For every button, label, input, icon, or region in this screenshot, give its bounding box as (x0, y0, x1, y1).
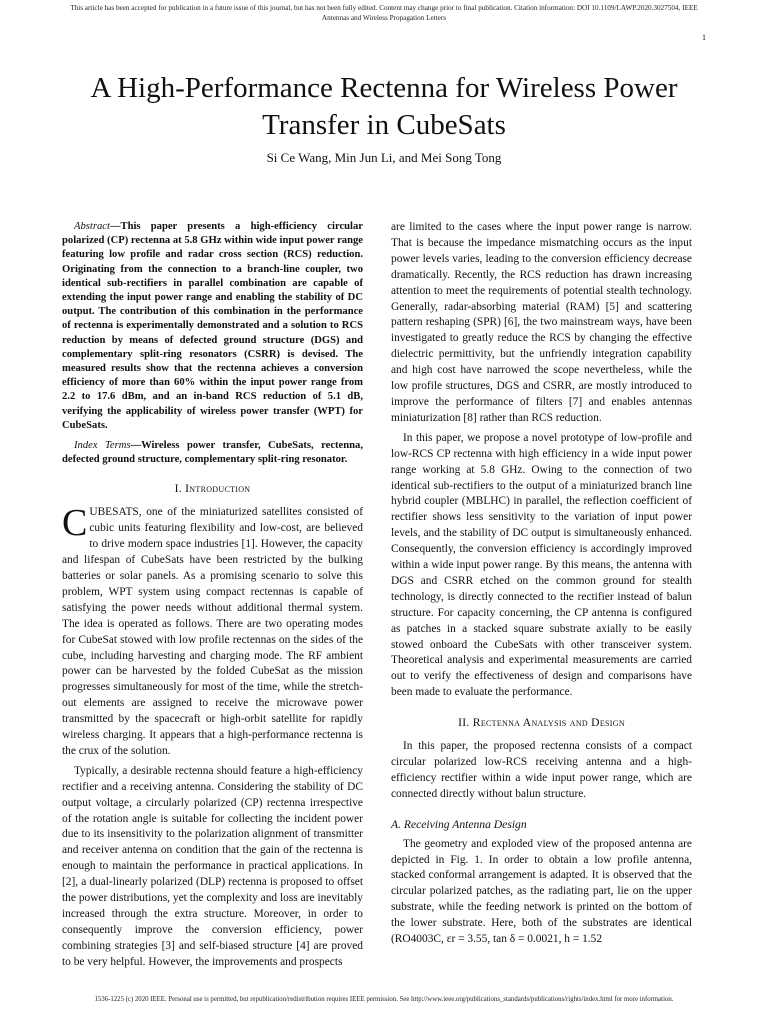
index-terms (62, 439, 363, 467)
intro-paragraph-1-text: , one of the miniaturized satellites consisted of cubic units featuring flexibility and low-cost, are believed to drive modern space industries [1]. However, the capacity and lifespan of CubeSats have been restricted by the bulking batteries or solar panels. As a promising scenario to solve this problem, WPT system using compact rectennas is capable of satisfying the power needs without additional thermal system. The idea is operated as follows. There are two operating modes for CubeSat stowed with low profile rectennas on the sides of the cube, including harvesting and charging mode. The RF ambient power can be harvested by the folded CubeSat as the mission progresses simultaneously for most of the time, while the stretch-out elements are assigned to receive the microwave power transmitted by the spacecraft or high-orbit satellite for rapidly wireless charging. It appears that a high-performance rectenna is the crux of the solution. (62, 506, 363, 757)
index-terms-text: —Wireless power transfer, CubeSats, rectenna, defected ground structure, complementary split-ring resonator. (62, 440, 363, 466)
subsection-heading-antenna: A. Receiving Antenna Design (391, 817, 527, 831)
drop-cap: C (62, 502, 88, 545)
intro-paragraph-2: Typically, a desirable rectenna should feature a high-efficiency rectifier and a receiving antenna. Considering the stability of DC output voltage, a circularly polarized (CP) rectenna irrespective of the rotation angle is suitable for collecting the incident power due to its insensitivity to the polarization alignment of transmitter and receiver antenna on condition that the gain of the rectenna is enough to maintain the performance in practical applications. In [2], a dual-linearly polarized (DLP) rectenna is proposed to offset the power distributions, yet the complexity and loss are inevitably increased through the extra structure. Moreover, in order to consequently improve the conversion efficiency, power combining strategies [3] and self-biased structure [4] are proved to be very helpful. However, the improvements and prospects (62, 764, 363, 968)
header-line-1: This article has been accepted for publication in a future issue of this journal, but has not been fully edited. Content may change prior to final publication. Citation information: DOI 10.1109/LAWP.2020.3027504, IEEE (70, 4, 698, 12)
intro-paragraph-4: In this paper, we propose a novel prototype of low-profile and low-RCS CP rectenna with high efficiency in a wide input power range working at 5.8 GHz. Owing to the connection of two identical sub-rectifiers to the output of a miniaturized branch line hybrid coupler (MBLHC) in parallel, the reflection coefficient of rectifier shows less sensitivity to the variation of input power levels, and the stability of DC output is simultaneously enhanced. Consequently, the conversion efficiency is accordingly improved within a wide input power range. By this means, the antenna with DGS and CSRR etched on the common ground for stealth technology, is directly connected to the rectifier instead of balun structure. For capacity concerning, the CP antenna is configured as patches in a stacked square substrate axially to be easily stowed onboard the CubeSats with other transceiver system. Theoretical analysis and experimental measurements are carried out to verify the effectiveness of design and comparisons have been made to evaluate the performance. (391, 431, 692, 699)
abstract-text: —This paper presents a high-efficiency circular polarized (CP) rectenna at 5.8 GHz within wide input power range featuring low profile and radar cross section (RCS) reduction. Originating from the connection to a branch-line coupler, two identical sub-rectifiers in parallel combination are capable of extending the input power range and enabling the stability of DC output. The contribution of this combination in the performance of rectenna is experimentally demonstrated and a solution to RCS reduction by means of defected ground structure (DGS) and complementary split-ring resonators (CSRR) is devised. The measured results show that the rectenna achieves a conversion efficiency of more than 60% within the input power range from 2.2 to 17.6 dBm, and an in-band RCS reduction of 5.1 dB, verifying the applicability of wireless power transfer (WPT) for CubeSats. (62, 221, 363, 431)
abstract (62, 220, 363, 433)
page-number: 1 (702, 33, 706, 42)
section-heading-introduction: I. Introduction (174, 482, 251, 496)
left-column (62, 220, 363, 975)
first-word: UBESATS (89, 506, 139, 519)
journal-header-note (20, 3, 748, 23)
index-terms-label: Index Terms (74, 440, 131, 452)
section-heading-design: II. Rectenna Analysis and Design (458, 716, 625, 730)
intro-paragraph-1 (62, 502, 363, 760)
antenna-paragraph-1: The geometry and exploded view of the proposed antenna are depicted in Fig. 1. In order to obtain a low profile antenna, stacked conformal arrangement is adapted. It is observed that the circular polarized patches, as the radiating part, lie on the upper substrate, while the feeding network is printed on the bottom of the lower substrate. Here, both of the substrates are identical (RO4003C, εr = 3.55, tan δ = 0.0021, h = 1.52 (391, 837, 692, 946)
intro-paragraph-3: are limited to the cases where the input power range is narrow. That is because the impedance mismatching occurs as the input power levels varies, leading to the conversion efficiency decrease dramatically. Recently, the RCS reduction has drawn increasing attention to meet the requirements of potential stealth technology. Generally, radar-absorbing material (RAM) [5] and scattering pattern reshaping (SPR) [6], the two mainstream ways, have been investigated to greatly reduce the RCS by changing the effective dielectric permittivity, but the unfriendly integration capability and high cost have narrowed the scope nevertheless, while the low profile structures, DGS and CSRR, are mostly introduced to improve the performance of filters [7] and enables antennas miniaturization [8] rather than RCS reduction. (391, 221, 692, 424)
copyright-footer: 1536-1225 (c) 2020 IEEE. Personal use is permitted, but republication/redistribution requires IEEE permission. See http://www.ieee.org/publications_standards/publications/rights/index.html for more information. (94, 996, 674, 1003)
author-list: Si Ce Wang, Min Jun Li, and Mei Song Tong (266, 150, 502, 165)
header-line-2: Antennas and Wireless Propagation Letters (321, 14, 447, 22)
design-paragraph-1: In this paper, the proposed rectenna consists of a compact circular polarized low-RCS receiving antenna and a high-efficiency rectifier within a wide input power range, which are connected directly without balun structure. (391, 740, 692, 800)
paper-title: A High-Performance Rectenna for Wireless Power Transfer in CubeSats (90, 72, 678, 141)
abstract-label: Abstract (74, 221, 110, 232)
right-column (391, 220, 692, 952)
